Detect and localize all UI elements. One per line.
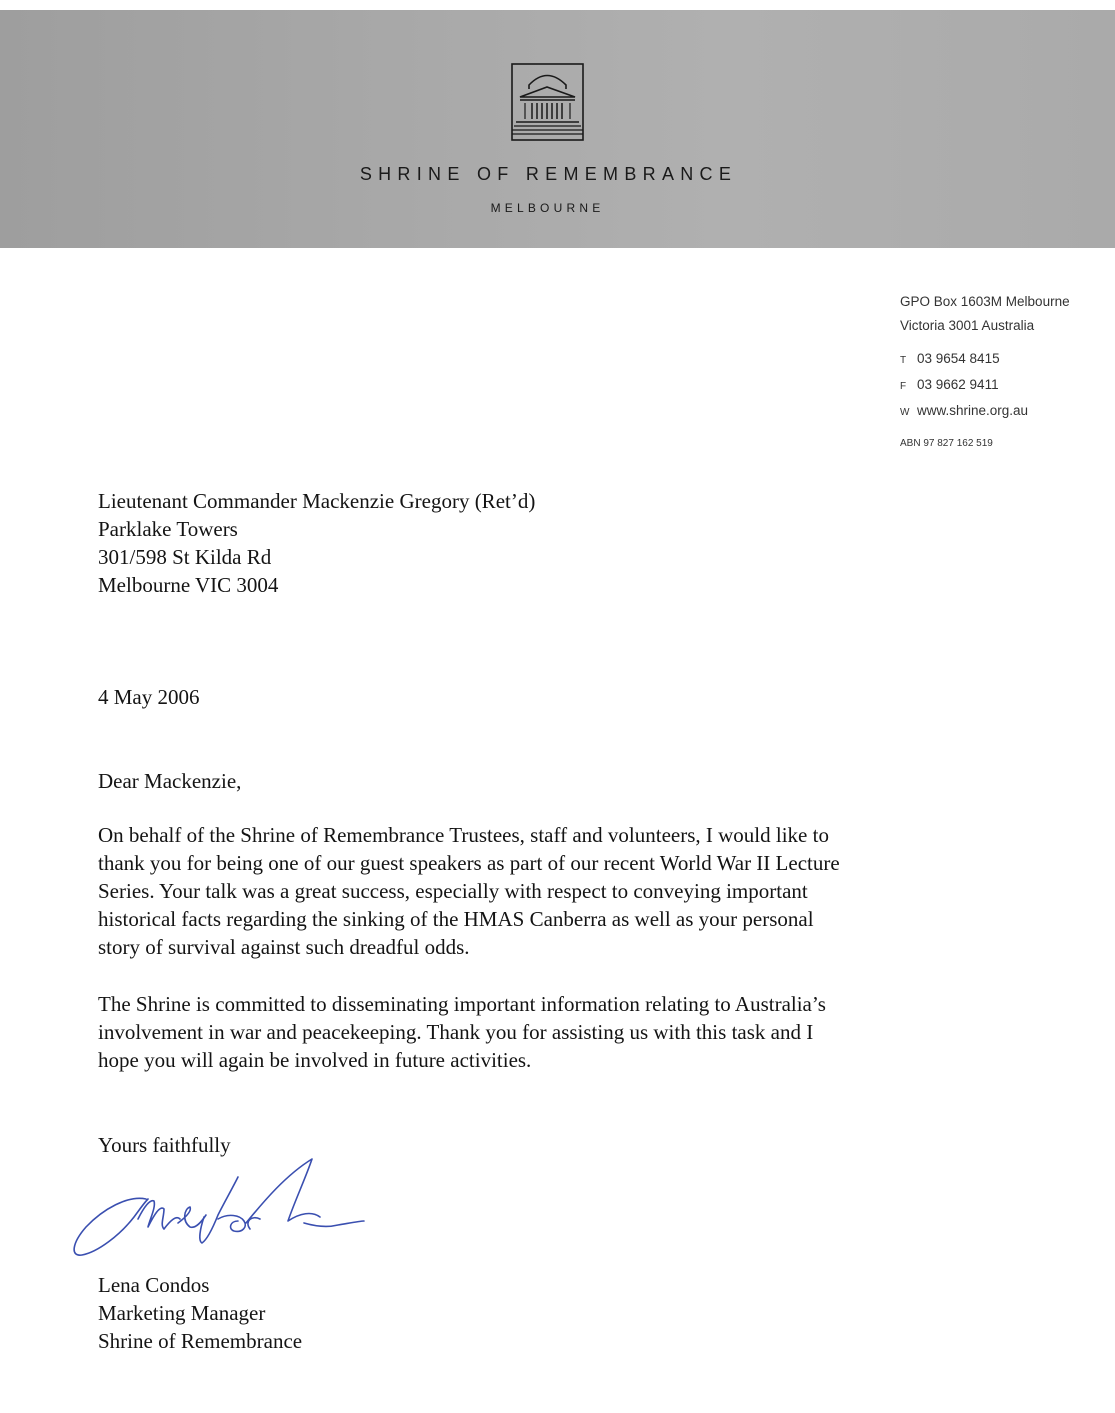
- shrine-building-icon: [511, 63, 584, 141]
- organisation-city: MELBOURNE: [490, 201, 605, 215]
- phone-number: 03 9654 8415: [917, 351, 1000, 366]
- phone-line: [900, 347, 1070, 373]
- paragraph-line: involvement in war and peacekeeping. Thank you for assisting us with this task and I: [98, 1020, 814, 1044]
- paragraph-line: hope you will again be involved in future activities.: [98, 1048, 532, 1072]
- address-line-1: GPO Box 1603M Melbourne: [900, 294, 1070, 309]
- paragraph-line: Series. Your talk was a great success, especially with respect to conveying important: [98, 879, 808, 903]
- paragraph-line: thank you for being one of our guest speakers as part of our recent World War II Lecture: [98, 851, 840, 875]
- paragraph-line: On behalf of the Shrine of Remembrance Trustees, staff and volunteers, I would like to: [98, 823, 829, 847]
- fax-number: 03 9662 9411: [917, 377, 999, 392]
- paragraph-line: historical facts regarding the sinking of the HMAS Canberra as well as your personal: [98, 907, 814, 931]
- signatory-title: Marketing Manager: [98, 1301, 266, 1325]
- web-line: [900, 399, 1070, 425]
- signatory-block: [98, 1271, 302, 1355]
- signatory-organisation: Shrine of Remembrance: [98, 1329, 303, 1353]
- fax-label: F: [900, 381, 907, 392]
- website-link[interactable]: www.shrine.org.au: [917, 403, 1029, 418]
- salutation: Dear Mackenzie,: [98, 769, 242, 793]
- body-paragraph-2: [98, 990, 978, 1074]
- organisation-name: SHRINE OF REMEMBRANCE: [359, 164, 738, 184]
- address-line-2: Victoria 3001 Australia: [900, 318, 1035, 333]
- fax-line: [900, 373, 1070, 399]
- recipient-address: [98, 487, 535, 599]
- recipient-address-line-1: Parklake Towers: [98, 517, 238, 541]
- phone-label: T: [900, 355, 907, 366]
- recipient-address-line-3: Melbourne VIC 3004: [98, 573, 279, 597]
- recipient-name: Lieutenant Commander Mackenzie Gregory (Ret’d): [98, 489, 536, 513]
- closing: Yours faithfully: [98, 1133, 231, 1157]
- web-label: W: [900, 407, 910, 418]
- letterhead-band: [0, 10, 1115, 248]
- abn-number: ABN 97 827 162 519: [900, 438, 993, 449]
- handwritten-signature: [68, 1157, 368, 1262]
- letter-date: 4 May 2006: [98, 685, 200, 709]
- spacer: [900, 338, 1070, 347]
- paragraph-line: story of survival against such dreadful odds.: [98, 935, 470, 959]
- signatory-name: Lena Condos: [98, 1273, 210, 1297]
- paragraph-line: The Shrine is committed to disseminating important information relating to Australia’s: [98, 992, 826, 1016]
- contact-block: [900, 290, 1070, 450]
- recipient-address-line-2: 301/598 St Kilda Rd: [98, 545, 272, 569]
- body-paragraph-1: [98, 821, 978, 961]
